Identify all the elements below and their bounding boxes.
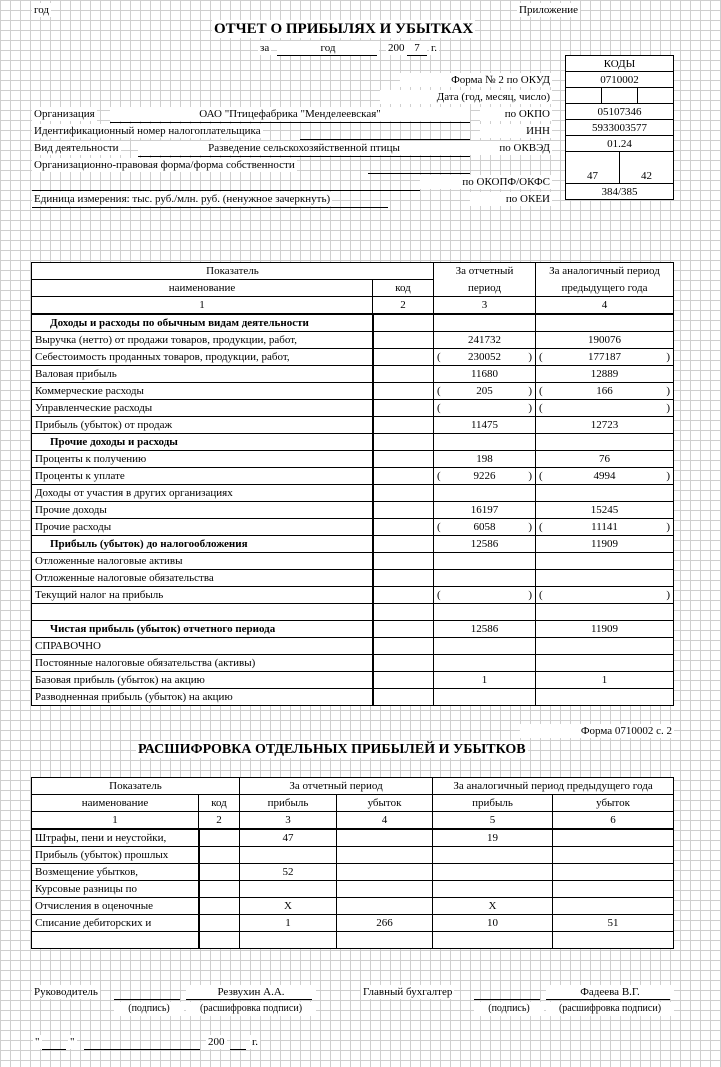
detail-row-profit-prev[interactable]: Х — [433, 898, 553, 915]
detail-row-loss-cur[interactable] — [337, 864, 433, 881]
th-prev-2: предыдущего года — [536, 280, 674, 297]
main-row-code[interactable] — [373, 502, 434, 519]
main-row — [32, 587, 674, 604]
main-row — [32, 672, 674, 689]
activity-value[interactable]: Разведение сельскохозяйственной птицы — [138, 141, 470, 155]
accountant-sign-caption: (подпись) — [474, 1002, 544, 1016]
th-code: код — [373, 280, 434, 297]
inn-label: Идентификационный номер налогоплательщика — [34, 125, 261, 137]
detail-row-name: Прибыль (убыток) прошлых — [32, 847, 199, 864]
year-suffix: г. — [431, 42, 438, 54]
detail-row-profit-cur[interactable] — [240, 932, 337, 949]
date-year-prefix: 200 — [208, 1036, 225, 1048]
main-row-name: Отложенные налоговые активы — [32, 553, 373, 570]
detail-row-loss-cur[interactable] — [337, 881, 433, 898]
main-row-cur[interactable]: 1 — [434, 672, 536, 689]
detail-row-profit-prev[interactable] — [433, 881, 553, 898]
main-row-cur[interactable]: 16197 — [434, 502, 536, 519]
code-inn[interactable]: 5933003577 — [566, 120, 674, 136]
main-row-name: Управленческие расходы — [32, 400, 373, 417]
detail-row — [32, 881, 674, 898]
detail-row-profit-cur[interactable]: 1 — [240, 915, 337, 932]
main-row — [32, 604, 674, 621]
detail-row-profit-cur[interactable]: 47 — [240, 829, 337, 847]
main-row-prev[interactable]: ( 4994 ) — [536, 468, 674, 485]
main-row-prev[interactable] — [536, 655, 674, 672]
main-row — [32, 434, 674, 451]
main-row-code[interactable] — [373, 314, 434, 332]
main-row-code[interactable] — [373, 349, 434, 366]
main-row-prev[interactable]: 190076 — [536, 332, 674, 349]
main-row — [32, 519, 674, 536]
main-row-cur[interactable] — [434, 314, 536, 332]
form-ref: Форма 0710002 с. 2 — [520, 724, 674, 738]
dth-n3: 3 — [240, 812, 337, 830]
label-inn: ИНН — [480, 124, 552, 138]
main-row-cur[interactable] — [434, 604, 536, 621]
main-row-prev[interactable]: ( 11141 ) — [536, 519, 674, 536]
dth-name: наименование — [32, 795, 199, 812]
th-num-2: 2 — [373, 297, 434, 315]
detail-row-name — [32, 932, 199, 949]
dth-cur-period: За отчетный период — [240, 778, 433, 795]
main-row — [32, 570, 674, 587]
main-row — [32, 417, 674, 434]
main-row-prev[interactable] — [536, 638, 674, 655]
main-row-prev[interactable] — [536, 314, 674, 332]
main-row — [32, 451, 674, 468]
main-row-prev[interactable]: 11909 — [536, 536, 674, 553]
detail-row-name: Курсовые разницы по — [32, 881, 199, 898]
dth-code: код — [199, 795, 240, 812]
main-row-cur[interactable]: 198 — [434, 451, 536, 468]
main-row-cur[interactable]: 11475 — [434, 417, 536, 434]
main-row-code[interactable] — [373, 621, 434, 638]
main-row-name: СПРАВОЧНО — [32, 638, 373, 655]
main-row-prev[interactable] — [536, 485, 674, 502]
detail-row-profit-prev[interactable]: 10 — [433, 915, 553, 932]
dth-n6: 6 — [553, 812, 674, 830]
main-row-cur[interactable] — [434, 655, 536, 672]
main-row-prev[interactable]: 11909 — [536, 621, 674, 638]
codes-table — [565, 55, 674, 200]
year-prefix: 200 — [388, 42, 405, 54]
main-row-cur[interactable]: ( 9226 ) — [434, 468, 536, 485]
main-row-code[interactable] — [373, 485, 434, 502]
main-row-prev[interactable]: ( 177187 ) — [536, 349, 674, 366]
code-okved[interactable]: 01.24 — [566, 136, 674, 152]
th-num-4: 4 — [536, 297, 674, 315]
main-row-prev[interactable]: 76 — [536, 451, 674, 468]
label-date: Дата (год, месяц, число) — [380, 90, 552, 104]
main-row-code[interactable] — [373, 417, 434, 434]
code-okpo[interactable]: 05107346 — [566, 104, 674, 120]
main-row — [32, 502, 674, 519]
detail-row-profit-prev[interactable]: 19 — [433, 829, 553, 847]
main-row — [32, 349, 674, 366]
main-row-name: Доходы и расходы по обычным видам деятельности — [32, 314, 373, 332]
appendix-label: Приложение — [519, 4, 579, 16]
activity-label: Вид деятельности — [34, 142, 119, 154]
detail-row-loss-prev[interactable] — [553, 847, 674, 864]
detail-row-loss-prev[interactable] — [553, 829, 674, 847]
org-value[interactable]: ОАО "Птицефабрика "Менделеевская" — [110, 107, 470, 121]
main-row-cur[interactable]: 12586 — [434, 621, 536, 638]
main-row — [32, 655, 674, 672]
main-row-name: Базовая прибыль (убыток) на акцию — [32, 672, 373, 689]
head-name[interactable]: Резвухин А.А. — [186, 985, 316, 999]
main-row-name: Выручка (нетто) от продажи товаров, продукции, работ, — [32, 332, 373, 349]
detail-row-loss-cur[interactable] — [337, 932, 433, 949]
detail-row — [32, 898, 674, 915]
main-row-code[interactable] — [373, 400, 434, 417]
date-quote-close: " — [70, 1036, 75, 1048]
main-row-cur[interactable]: 11680 — [434, 366, 536, 383]
detail-row-code[interactable] — [199, 915, 240, 932]
main-row-cur[interactable] — [434, 553, 536, 570]
detail-row-name: Штрафы, пени и неустойки, — [32, 829, 199, 847]
main-row-prev[interactable] — [536, 689, 674, 706]
main-row-cur[interactable]: ( 230052 ) — [434, 349, 536, 366]
th-prev-1: За аналогичный период — [536, 263, 674, 280]
main-row-prev[interactable] — [536, 553, 674, 570]
detail-row-profit-prev[interactable] — [433, 847, 553, 864]
detail-row-profit-cur[interactable]: 52 — [240, 864, 337, 881]
main-row — [32, 314, 674, 332]
dth-indicator: Показатель — [32, 778, 240, 795]
th-current-2: период — [434, 280, 536, 297]
th-name: наименование — [32, 280, 373, 297]
accountant-label: Главный бухгалтер — [363, 986, 453, 998]
main-row-prev[interactable]: 15245 — [536, 502, 674, 519]
detail-row-profit-cur[interactable] — [240, 847, 337, 864]
detail-row-name: Списание дебиторских и — [32, 915, 199, 932]
main-row — [32, 536, 674, 553]
main-row-name: Доходы от участия в других организациях — [32, 485, 373, 502]
detail-row-loss-cur[interactable]: 266 — [337, 915, 433, 932]
main-row-name: Прочие доходы — [32, 502, 373, 519]
year-digit[interactable]: 7 — [407, 41, 427, 55]
main-row-code[interactable] — [373, 553, 434, 570]
date-quote-open: " — [35, 1036, 40, 1048]
detail-row-name: Отчисления в оценочные — [32, 898, 199, 915]
head-label: Руководитель — [34, 986, 98, 998]
detail-row — [32, 864, 674, 881]
main-row-name: Прибыль (убыток) до налогообложения — [32, 536, 373, 553]
main-row — [32, 689, 674, 706]
main-row-prev[interactable]: ( ) — [536, 587, 674, 604]
detail-row-loss-cur[interactable] — [337, 829, 433, 847]
main-row-name: Проценты к уплате — [32, 468, 373, 485]
detail-row-loss-cur[interactable] — [337, 898, 433, 915]
detail-row-loss-prev[interactable] — [553, 898, 674, 915]
main-row-cur[interactable]: 241732 — [434, 332, 536, 349]
main-row-prev[interactable] — [536, 434, 674, 451]
main-row-prev[interactable] — [536, 570, 674, 587]
main-row — [32, 553, 674, 570]
main-row-prev[interactable]: ( ) — [536, 400, 674, 417]
main-row-prev[interactable] — [536, 604, 674, 621]
head-decode-caption: (расшифровка подписи) — [186, 1002, 316, 1016]
main-row — [32, 366, 674, 383]
main-row-code[interactable] — [373, 638, 434, 655]
accountant-name[interactable]: Фадеева В.Г. — [546, 985, 674, 999]
label-okpo: по ОКПО — [480, 107, 552, 121]
detail-row-profit-cur[interactable] — [240, 881, 337, 898]
code-date[interactable] — [566, 88, 674, 104]
main-row-cur[interactable]: 12586 — [434, 536, 536, 553]
main-table-body — [32, 314, 674, 706]
main-row — [32, 332, 674, 349]
code-okfs: 42 — [641, 170, 652, 182]
legal-form-label: Организационно-правовая форма/форма собственности — [34, 159, 295, 171]
main-row-code[interactable] — [373, 604, 434, 621]
main-row-prev[interactable]: ( 166 ) — [536, 383, 674, 400]
main-table — [31, 262, 674, 706]
dth-n2: 2 — [199, 812, 240, 830]
main-row-name: Коммерческие расходы — [32, 383, 373, 400]
org-label: Организация — [34, 108, 95, 120]
detail-row — [32, 915, 674, 932]
main-row — [32, 400, 674, 417]
dth-profit-2: прибыль — [433, 795, 553, 812]
detail-row — [32, 847, 674, 864]
detail-row-profit-prev[interactable] — [433, 864, 553, 881]
main-row-cur[interactable]: ( 6058 ) — [434, 519, 536, 536]
main-row-prev[interactable]: 12889 — [536, 366, 674, 383]
head-sign-caption: (подпись) — [114, 1002, 184, 1016]
th-num-3: 3 — [434, 297, 536, 315]
main-row-code[interactable] — [373, 587, 434, 604]
main-row-name: Текущий налог на прибыль — [32, 587, 373, 604]
detail-row-name: Возмещение убытков, — [32, 864, 199, 881]
dth-loss-1: убыток — [337, 795, 433, 812]
main-row-name: Прочие расходы — [32, 519, 373, 536]
dth-n5: 5 — [433, 812, 553, 830]
detail-row — [32, 932, 674, 949]
main-row-code[interactable] — [373, 332, 434, 349]
detail-row-profit-prev[interactable] — [433, 932, 553, 949]
label-okopf: по ОКОПФ/ОКФС — [420, 175, 552, 189]
main-row-name: Разводненная прибыль (убыток) на акцию — [32, 689, 373, 706]
main-row — [32, 638, 674, 655]
date-year-suffix: г. — [252, 1036, 259, 1048]
detail-table-body — [32, 829, 674, 949]
main-row-code[interactable] — [373, 451, 434, 468]
report-title: ОТЧЕТ О ПРИБЫЛЯХ И УБЫТКАХ — [214, 21, 474, 37]
codes-title: КОДЫ — [566, 56, 674, 72]
dth-n4: 4 — [337, 812, 433, 830]
main-row — [32, 485, 674, 502]
main-row-cur[interactable]: ( 205 ) — [434, 383, 536, 400]
detail-row-loss-prev[interactable] — [553, 932, 674, 949]
dth-profit-1: прибыль — [240, 795, 337, 812]
main-row-name: Проценты к получению — [32, 451, 373, 468]
main-row-code[interactable] — [373, 468, 434, 485]
main-row-name — [32, 604, 373, 621]
main-row — [32, 621, 674, 638]
main-row-cur[interactable] — [434, 485, 536, 502]
dth-n1: 1 — [32, 812, 199, 830]
main-row-prev[interactable]: 12723 — [536, 417, 674, 434]
main-row-name: Прочие доходы и расходы — [32, 434, 373, 451]
dth-prev-period: За аналогичный период предыдущего года — [433, 778, 674, 795]
main-row — [32, 468, 674, 485]
th-num-1: 1 — [32, 297, 373, 315]
main-row-prev[interactable]: 1 — [536, 672, 674, 689]
main-row-code[interactable] — [373, 536, 434, 553]
detail-row-loss-prev[interactable] — [553, 864, 674, 881]
period-for: за — [260, 42, 270, 54]
detail-row-code[interactable] — [199, 898, 240, 915]
detail-row-code[interactable] — [199, 864, 240, 881]
main-row-cur[interactable] — [434, 434, 536, 451]
detail-row-code[interactable] — [199, 847, 240, 864]
main-row-code[interactable] — [373, 519, 434, 536]
th-current-1: За отчетный — [434, 263, 536, 280]
main-row-cur[interactable]: ( ) — [434, 587, 536, 604]
detail-title: РАСШИФРОВКА ОТДЕЛЬНЫХ ПРИБЫЛЕЙ И УБЫТКОВ — [138, 742, 526, 757]
detail-row-code[interactable] — [199, 932, 240, 949]
dth-loss-2: убыток — [553, 795, 674, 812]
detail-row-loss-prev[interactable] — [553, 881, 674, 898]
main-row-name: Постоянные налоговые обязательства (активы) — [32, 655, 373, 672]
main-row — [32, 383, 674, 400]
main-row-code[interactable] — [373, 672, 434, 689]
main-row-cur[interactable] — [434, 689, 536, 706]
detail-row-loss-prev[interactable]: 51 — [553, 915, 674, 932]
main-row-cur[interactable] — [434, 570, 536, 587]
period-word: год — [277, 41, 379, 55]
main-row-name: Валовая прибыль — [32, 366, 373, 383]
main-row-cur[interactable] — [434, 638, 536, 655]
code-okud[interactable]: 0710002 — [566, 72, 674, 88]
main-row-code[interactable] — [373, 434, 434, 451]
detail-table — [31, 777, 674, 949]
label-okei: по ОКЕИ — [470, 192, 552, 206]
detail-row — [32, 829, 674, 847]
main-row-code[interactable] — [373, 570, 434, 587]
accountant-decode-caption: (расшифровка подписи) — [546, 1002, 674, 1016]
detail-row-code[interactable] — [199, 829, 240, 847]
code-okei[interactable]: 384/385 — [566, 184, 674, 200]
main-row-cur[interactable]: ( ) — [434, 400, 536, 417]
main-row-name: Отложенные налоговые обязательства — [32, 570, 373, 587]
main-row-name: Себестоимость проданных товаров, продукции, работ, — [32, 349, 373, 366]
main-row-name: Чистая прибыль (убыток) отчетного периода — [32, 621, 373, 638]
detail-row-code[interactable] — [199, 881, 240, 898]
label-okved: по ОКВЭД — [470, 141, 552, 155]
code-okopf: 47 — [566, 152, 620, 183]
main-row-code[interactable] — [373, 366, 434, 383]
detail-row-loss-cur[interactable] — [337, 847, 433, 864]
th-indicator: Показатель — [32, 263, 434, 280]
main-row-code[interactable] — [373, 383, 434, 400]
unit-label: Единица измерения: тыс. руб./млн. руб. (ненужное зачеркнуть) — [34, 193, 331, 205]
main-row-name: Прибыль (убыток) от продаж — [32, 417, 373, 434]
main-row-code[interactable] — [373, 655, 434, 672]
detail-row-profit-cur[interactable]: Х — [240, 898, 337, 915]
label-okud: Форма № 2 по ОКУД — [400, 73, 552, 87]
main-row-code[interactable] — [373, 689, 434, 706]
year-label: год — [34, 4, 50, 16]
code-okopf-okfs[interactable] — [566, 152, 674, 184]
